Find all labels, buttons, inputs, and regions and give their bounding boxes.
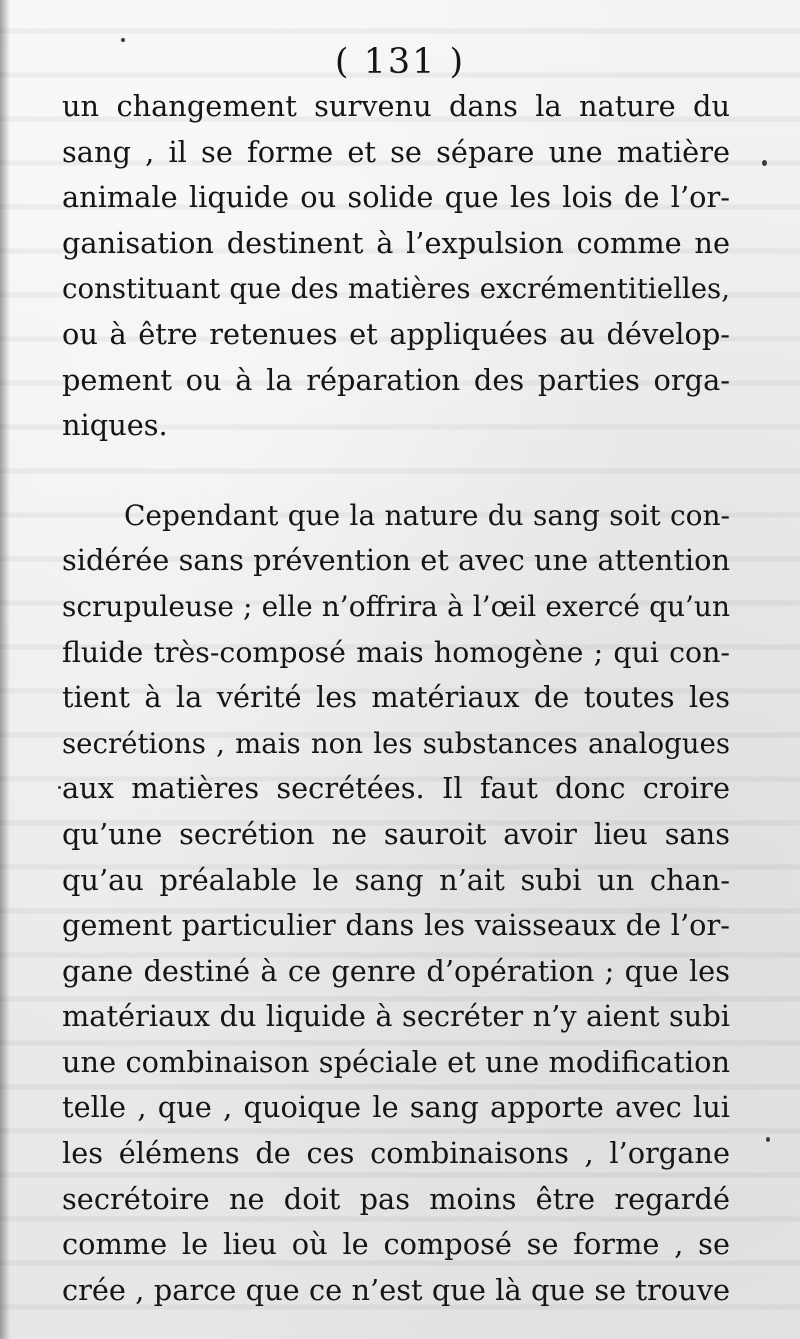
- text-line: telle , que , quoique le sang apporte avec lui: [62, 1090, 730, 1125]
- text-line: ganisation destinent à l’expulsion comme ne: [62, 225, 730, 260]
- ink-speck: [766, 1137, 770, 1142]
- text-line: aux matières secrétées. Il faut donc croire: [62, 771, 730, 806]
- text-line: niques.: [62, 408, 168, 443]
- body-text: [62, 84, 730, 1313]
- text-line: sidérée sans prévention et avec une attention: [62, 543, 730, 578]
- text-line: scrupuleuse ; elle n’offrira à l’œil exercé qu’un: [62, 589, 730, 623]
- text-line: gane destiné à ce genre d’opération ; que les: [62, 953, 730, 988]
- text-line: sang , il se forme et se sépare une matière: [62, 134, 730, 169]
- text-line: qu’au préalable le sang n’ait subi un chan-: [62, 862, 730, 897]
- text-line: secrétions , mais non les substances analogues: [62, 726, 730, 760]
- ink-speck: [762, 160, 767, 166]
- text-line: secrétoire ne doit pas moins être regardé: [62, 1181, 730, 1216]
- text-line: Cependant que la nature du sang soit con-: [124, 498, 730, 532]
- text-line: comme le lieu où le composé se forme , se: [62, 1227, 730, 1262]
- text-line: animale liquide ou solide que les lois de l’or-: [62, 180, 730, 215]
- text-line: fluide très-composé mais homogène ; qui con-: [62, 635, 730, 669]
- text-line: un changement survenu dans la nature du: [62, 89, 730, 123]
- text-line: gement particulier dans les vaisseaux de l’or-: [62, 908, 730, 943]
- text-line: ou à être retenues et appliquées au dévelop-: [62, 316, 730, 351]
- paragraph-1: [62, 84, 730, 449]
- paragraph-2: [62, 493, 730, 1314]
- paragraph-gap: [62, 449, 730, 493]
- page-edge-shadow: [0, 0, 10, 1339]
- text-line: tient à la vérité les matériaux de toutes les: [62, 680, 730, 715]
- page-number: ( 131 ): [334, 42, 466, 82]
- text-line: matériaux du liquide à secréter n’y aient subi: [62, 999, 730, 1034]
- text-line: constituant que des matières excrémentitielles,: [62, 272, 730, 306]
- text-line: qu’une secrétion ne sauroit avoir lieu sans: [62, 816, 730, 851]
- text-line: crée , parce que ce n’est que là que se trouve: [62, 1272, 730, 1307]
- text-line: les élémens de ces combinaisons , l’organe: [62, 1136, 730, 1171]
- text-line: une combinaison spéciale et une modification: [62, 1044, 730, 1079]
- ink-speck: [58, 786, 61, 789]
- text-line: pement ou à la réparation des parties orga-: [62, 362, 730, 397]
